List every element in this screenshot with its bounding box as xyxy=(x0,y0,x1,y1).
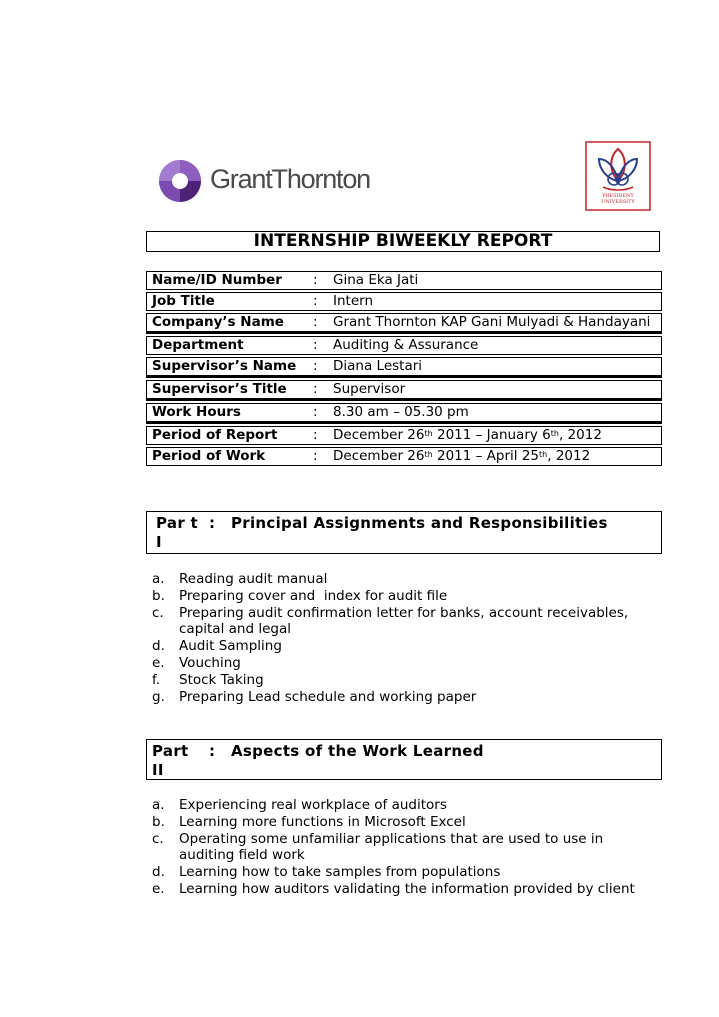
info-value: December 26th 2011 – April 25th, 2012 xyxy=(333,448,591,464)
info-row-department xyxy=(146,336,662,355)
president-university-logo xyxy=(585,141,651,211)
info-label: Company’s Name xyxy=(152,314,284,330)
info-label: Supervisor’s Name xyxy=(152,358,297,374)
info-value: 8.30 am – 05.30 pm xyxy=(333,404,469,420)
part1-list xyxy=(152,571,662,705)
part1-label: Par t I xyxy=(156,514,199,551)
info-value: Intern xyxy=(333,293,374,309)
info-colon: : xyxy=(313,427,318,443)
info-value: Supervisor xyxy=(333,381,406,397)
list-item: a. Reading audit manual xyxy=(152,571,328,587)
part1-heading: Principal Assignments and Responsibilities xyxy=(231,514,608,532)
info-row-period-of-report xyxy=(146,426,662,445)
list-item: e. Learning how auditors validating the information provided by client xyxy=(152,880,635,897)
part1-colon: : xyxy=(209,514,216,532)
list-item: c. Operating some unfamiliar applications that are used to use in auditing field work xyxy=(152,830,604,864)
info-table xyxy=(146,271,662,468)
info-colon: : xyxy=(313,358,318,374)
info-label: Name/ID Number xyxy=(152,272,282,288)
info-row-supervisor-title xyxy=(146,380,662,401)
info-label: Department xyxy=(152,337,244,353)
info-value: December 26th 2011 – January 6th, 2012 xyxy=(333,427,602,443)
list-item: b. Preparing cover and index for audit file xyxy=(152,587,448,604)
info-label: Job Title xyxy=(152,293,215,309)
list-item: b. Learning more functions in Microsoft Excel xyxy=(152,813,466,830)
info-row-supervisor-name xyxy=(146,357,662,378)
list-item: c. Preparing audit confirmation letter for banks, account receivables, capital and legal xyxy=(152,604,629,638)
info-colon: : xyxy=(313,448,318,464)
list-item: e. Vouching xyxy=(152,654,241,671)
info-label: Period of Report xyxy=(152,427,278,443)
list-item: d. Learning how to take samples from populations xyxy=(152,864,501,881)
info-colon: : xyxy=(313,272,318,288)
info-colon: : xyxy=(313,293,318,309)
info-value: Grant Thornton KAP Gani Mulyadi & Handayani xyxy=(333,314,651,330)
info-colon: : xyxy=(313,381,318,397)
info-row-job-title xyxy=(146,292,662,311)
info-label: Supervisor’s Title xyxy=(152,381,287,397)
info-colon: : xyxy=(313,314,318,330)
list-item: f. Stock Taking xyxy=(152,671,264,688)
info-row-name xyxy=(146,271,662,290)
info-colon: : xyxy=(313,337,318,353)
info-row-company xyxy=(146,313,662,334)
list-item: a. Experiencing real workplace of auditors xyxy=(152,797,447,813)
part2-heading: Aspects of the Work Learned xyxy=(231,742,484,760)
info-colon: : xyxy=(313,404,318,420)
info-row-work-hours xyxy=(146,403,662,424)
info-value: Gina Eka Jati xyxy=(333,272,419,288)
part2-colon: : xyxy=(209,742,216,760)
info-value: Diana Lestari xyxy=(333,358,423,374)
grant-thornton-swirl-icon xyxy=(158,159,202,203)
info-value: Auditing & Assurance xyxy=(333,337,479,353)
grant-thornton-logo xyxy=(158,158,398,204)
president-university-text: PRESIDENT UNIVERSITY xyxy=(601,193,635,205)
part1-header xyxy=(146,511,662,554)
grant-thornton-wordmark: GrantThornton xyxy=(210,164,370,194)
part2-list xyxy=(152,797,662,898)
info-label: Period of Work xyxy=(152,448,266,464)
part2-header xyxy=(146,739,662,780)
info-label: Work Hours xyxy=(152,404,241,420)
list-item: g. Preparing Lead schedule and working paper xyxy=(152,688,477,705)
report-title: INTERNSHIP BIWEEKLY REPORT xyxy=(146,231,660,252)
info-row-period-of-work xyxy=(146,447,662,466)
list-item: d. Audit Sampling xyxy=(152,638,282,655)
part2-label: Part II xyxy=(152,742,189,779)
